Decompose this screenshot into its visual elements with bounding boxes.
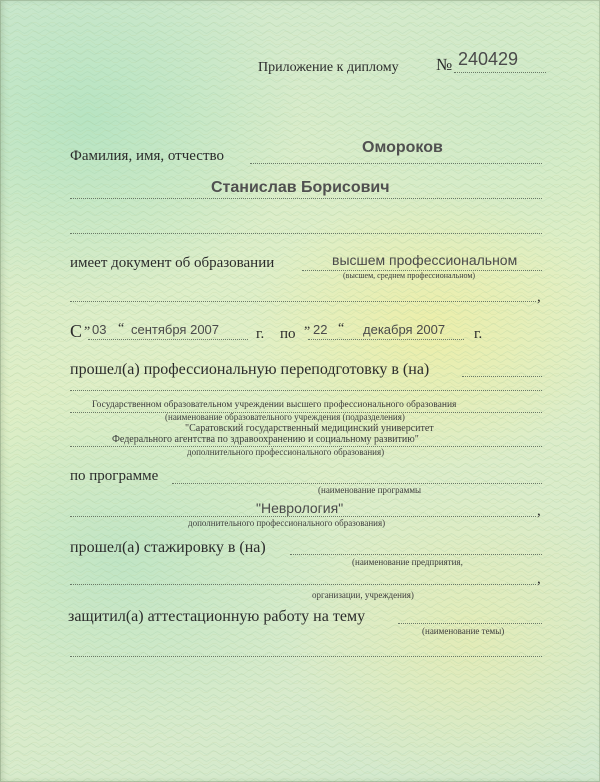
fio-line-1 (250, 163, 542, 164)
internship-hint-1: (наименование предприятия, (352, 557, 463, 567)
to-word: по (280, 326, 296, 342)
to-date-line (308, 339, 464, 340)
number-sign: № (436, 55, 453, 74)
internship-hint-2: организации, учреждения) (312, 590, 414, 600)
program-hint-2: дополнительного профессионального образования) (188, 518, 386, 528)
from-open-quote: „ (84, 317, 91, 332)
retraining-line (462, 376, 542, 377)
education-value: высшем профессиональном (332, 252, 518, 268)
program-label: по программе (70, 468, 159, 484)
org-hint: (наименование образовательного учреждения (подразделения) (165, 412, 405, 422)
year-suffix-1: г. (256, 326, 265, 342)
from-date-line (88, 339, 248, 340)
fio-line-2 (70, 198, 542, 199)
to-month-year: декабря 2007 (363, 322, 446, 337)
education-label: имеет документ об образовании (70, 255, 275, 271)
from-month-year: сентября 2007 (131, 322, 220, 337)
diploma-number: 240429 (458, 49, 519, 69)
org-type-value: Государственном образовательном учреждении высшего профессионального образования (92, 400, 457, 410)
education-line-2 (70, 301, 536, 302)
thesis-line-2 (70, 656, 542, 657)
internship-comma: , (537, 571, 541, 587)
program-value: "Неврология" (256, 500, 344, 516)
thesis-hint: (наименование темы) (422, 626, 505, 636)
org-name-line-1: "Саратовский государственный медицинский университет (185, 423, 434, 434)
internship-label: прошел(а) стажировку в (на) (70, 539, 266, 556)
retraining-line-2 (70, 390, 542, 391)
thesis-label: защитил(а) аттестационную работу на тему (68, 608, 366, 625)
program-value-line (70, 516, 536, 517)
internship-line (290, 554, 542, 555)
year-suffix-2: г. (474, 326, 483, 342)
from-day: 03 (92, 322, 107, 337)
to-day: 22 (313, 322, 328, 337)
program-comma: , (537, 503, 541, 519)
number-underline (454, 72, 546, 73)
education-hint: (высшем, среднем профессиональном) (343, 271, 476, 280)
org-name-line-2: Федерального агентства по здравоохранению и социальному развитию" (112, 434, 419, 445)
to-open-quote: „ (304, 317, 311, 332)
given-names-value: Станислав Борисович (211, 179, 390, 196)
org-hint-extra: дополнительного профессионального образования) (187, 447, 385, 457)
retraining-label: прошел(а) профессиональную переподготовку в (на) (70, 361, 430, 378)
program-line (172, 483, 542, 484)
fio-line-3 (70, 233, 542, 234)
thesis-line (398, 623, 542, 624)
document-title: Приложение к диплому (258, 60, 399, 75)
period-from-prefix: С (70, 321, 83, 341)
program-hint-1: (наименование программы (318, 485, 422, 495)
surname-value: Омороков (362, 139, 443, 156)
to-close-quote: “ (338, 321, 345, 336)
from-close-quote: “ (118, 321, 125, 336)
fio-label: Фамилия, имя, отчество (70, 148, 224, 164)
education-comma: , (537, 289, 541, 305)
internship-line-2 (70, 584, 536, 585)
